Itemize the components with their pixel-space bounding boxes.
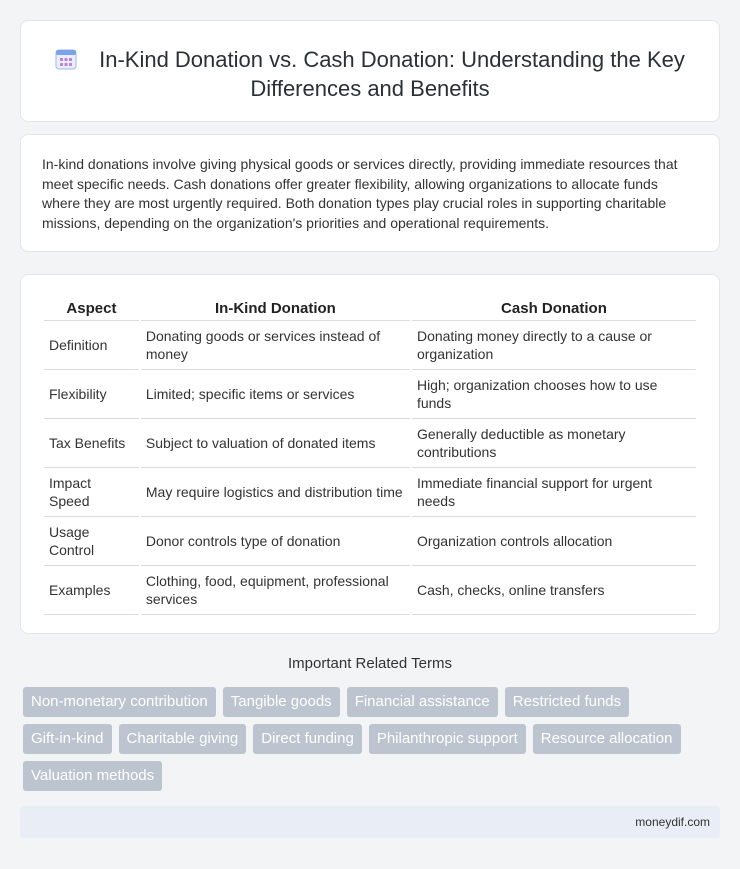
row-cash: Donating money directly to a cause or organization	[412, 321, 696, 370]
row-in-kind: Donor controls type of donation	[141, 517, 410, 566]
comparison-table	[42, 297, 698, 615]
row-aspect: Examples	[44, 566, 139, 615]
tag-link[interactable]: Philanthropic support	[369, 724, 526, 754]
related-terms-tags	[23, 687, 723, 791]
row-cash: Generally deductible as monetary contributions	[412, 419, 696, 468]
row-aspect: Usage Control	[44, 517, 139, 566]
row-aspect: Impact Speed	[44, 468, 139, 517]
row-in-kind: May require logistics and distribution time	[141, 468, 410, 517]
page-title-container	[21, 45, 719, 103]
tag-link[interactable]: Restricted funds	[505, 687, 629, 717]
footer	[20, 806, 720, 838]
header-aspect: Aspect	[44, 297, 139, 321]
table-row	[44, 321, 696, 370]
table-row	[44, 517, 696, 566]
row-in-kind: Limited; specific items or services	[141, 370, 410, 419]
table-header-row	[44, 297, 696, 321]
footer-site-link[interactable]: moneydif.com	[635, 815, 710, 829]
row-cash: Cash, checks, online transfers	[412, 566, 696, 615]
row-cash: Organization controls allocation	[412, 517, 696, 566]
tag-link[interactable]: Tangible goods	[223, 687, 340, 717]
tag-link[interactable]: Charitable giving	[119, 724, 247, 754]
calendar-icon	[55, 48, 77, 70]
title-card	[20, 20, 720, 122]
comparison-card	[20, 274, 720, 634]
table-row	[44, 566, 696, 615]
row-cash: Immediate financial support for urgent needs	[412, 468, 696, 517]
table-row	[44, 468, 696, 517]
row-in-kind: Subject to valuation of donated items	[141, 419, 410, 468]
header-cash: Cash Donation	[412, 297, 696, 321]
intro-card	[20, 134, 720, 252]
table-row	[44, 370, 696, 419]
tag-link[interactable]: Gift-in-kind	[23, 724, 112, 754]
row-aspect: Definition	[44, 321, 139, 370]
row-in-kind: Clothing, food, equipment, professional services	[141, 566, 410, 615]
tag-link[interactable]: Resource allocation	[533, 724, 681, 754]
header-in-kind: In-Kind Donation	[141, 297, 410, 321]
row-aspect: Tax Benefits	[44, 419, 139, 468]
intro-paragraph: In-kind donations involve giving physical goods or services directly, providing immediate resources that meet specific needs. Cash donations offer greater flexibility, allowing organizations to allocate funds where they are most urgently required. Both donation types play crucial roles in supporting charitable missions, depending on the organization's priorities and operational requirements.	[42, 156, 678, 231]
table-row	[44, 419, 696, 468]
tag-link[interactable]: Financial assistance	[347, 687, 498, 717]
page-title: In-Kind Donation vs. Cash Donation: Understanding the Key Differences and Benefits	[99, 47, 685, 101]
row-aspect: Flexibility	[44, 370, 139, 419]
related-terms-title: Important Related Terms	[288, 655, 452, 672]
row-cash: High; organization chooses how to use funds	[412, 370, 696, 419]
tag-link[interactable]: Valuation methods	[23, 761, 162, 791]
tag-link[interactable]: Direct funding	[253, 724, 362, 754]
tag-link[interactable]: Non-monetary contribution	[23, 687, 216, 717]
row-in-kind: Donating goods or services instead of money	[141, 321, 410, 370]
